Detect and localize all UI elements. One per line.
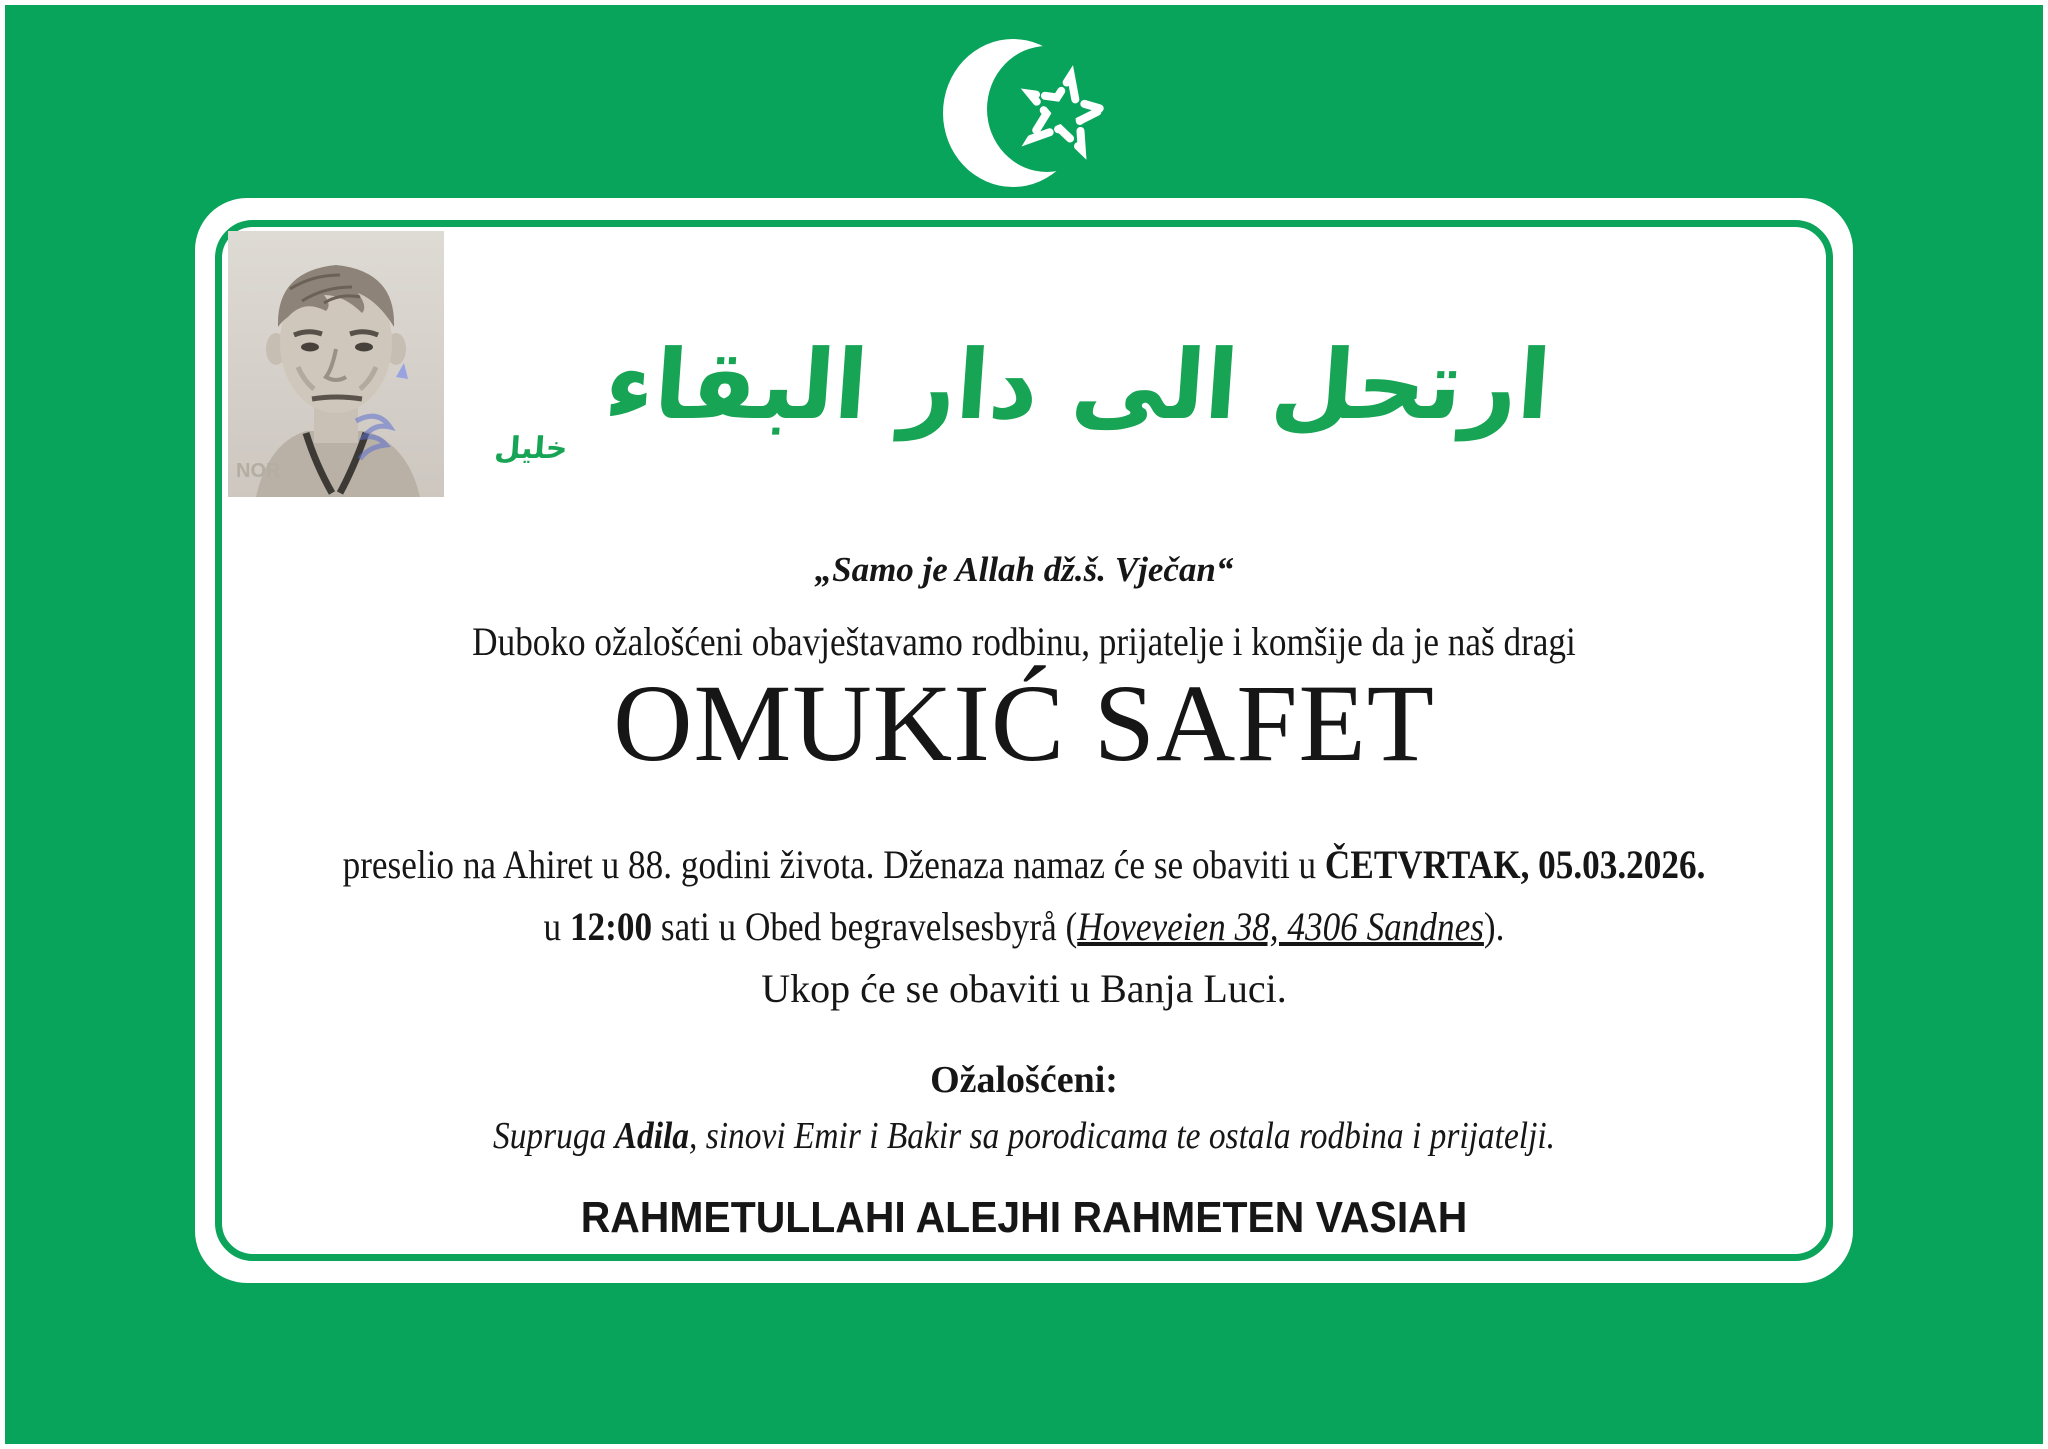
details-line2-pre: u xyxy=(543,904,570,949)
funeral-details-line-3: Ukop će se obaviti u Banja Luci. xyxy=(761,966,1287,1011)
mourners-heading: Ožalošćeni: xyxy=(930,1059,1118,1101)
funeral-details xyxy=(235,834,1813,1020)
arabic-text: ارتحل الى دار البقاء xyxy=(601,329,1555,441)
mourners-post: , sinovi Emir i Bakir sa porodicama te ostala rodbina i prijatelji. xyxy=(689,1115,1556,1157)
quote-line: „Samo je Allah dž.š. Vječan“ xyxy=(814,550,1234,589)
funeral-details-line-1 xyxy=(330,834,1719,896)
funeral-details-line-2 xyxy=(330,896,1719,958)
details-line2-post: ). xyxy=(1483,904,1505,949)
funeral-time: 12:00 xyxy=(569,904,653,949)
mourners-pre: Supruga xyxy=(492,1115,615,1157)
mourners-line xyxy=(330,1114,1719,1158)
closing-prayer: RAHMETULLAHI ALEJHI RAHMETEN VASIAH xyxy=(580,1193,1468,1242)
details-line2-mid: sati u Obed begravelsesbyrå ( xyxy=(652,904,1078,949)
notice-card xyxy=(195,198,1853,1283)
funeral-date: ČETVRTAK, 05.03.2026. xyxy=(1324,842,1706,887)
details-line1-text: preselio na Ahiret u 88. godini života. Dženaza namaz će se obaviti u xyxy=(342,842,1325,887)
funeral-address: Hoveveien 38, 4306 Sandnes xyxy=(1077,904,1484,949)
mourner-wife-name: Adila xyxy=(614,1115,690,1157)
arabic-calligraphy xyxy=(186,260,1863,530)
intro-line: Duboko ožalošćeni obavještavamo rodbinu, prijatelje i komšije da je naš dragi xyxy=(472,619,1576,664)
deceased-name: OMUKIĆ SAFET xyxy=(613,662,1435,784)
calligrapher-signature: خليل xyxy=(493,431,569,466)
crescent-and-star-icon xyxy=(935,33,1135,193)
photo-watermark: NOR xyxy=(236,460,281,482)
